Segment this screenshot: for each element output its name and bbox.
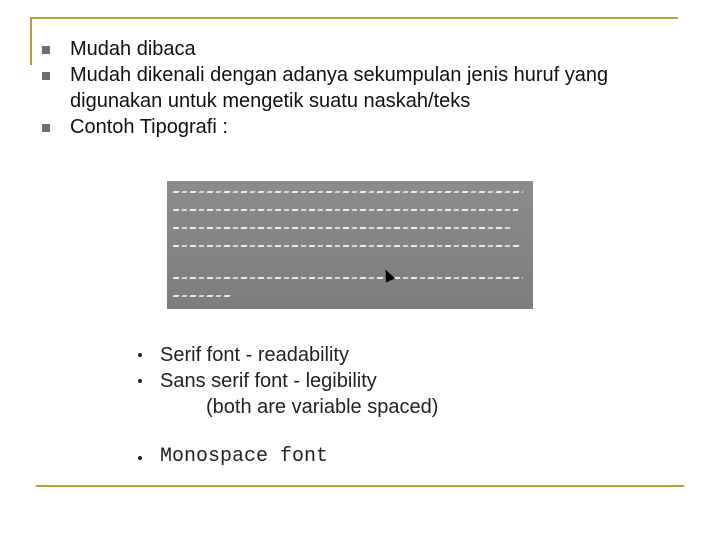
frame-top-rule (30, 17, 678, 19)
bullet-text: Mudah dibaca (70, 38, 196, 60)
script-text-line (173, 209, 519, 211)
dot-bullet-icon (138, 353, 142, 357)
bullet-item (42, 36, 682, 62)
monospace-font-example: Monospace font (160, 445, 329, 468)
square-bullet-icon (42, 72, 50, 80)
script-text-line (173, 191, 524, 193)
serif-font-example: Serif font - readability (160, 344, 349, 366)
monospace-font-example-row (134, 444, 328, 470)
script-text-line (173, 295, 234, 297)
font-example-item (134, 368, 438, 394)
bullet-item (42, 114, 682, 140)
dot-bullet-icon (138, 379, 142, 383)
script-font-example-image (167, 181, 533, 309)
frame-left-rule (30, 17, 32, 65)
dot-bullet-icon (138, 456, 142, 460)
script-text-line (173, 245, 522, 247)
script-text-line (173, 277, 524, 279)
frame-bottom-rule (36, 485, 684, 487)
variable-spaced-note: (both are variable spaced) (206, 396, 439, 418)
font-example-list (134, 342, 438, 420)
bullet-list (42, 36, 682, 140)
square-bullet-icon (42, 46, 50, 54)
square-bullet-icon (42, 124, 50, 132)
bullet-text: Mudah dikenali dengan adanya sekumpulan jenis huruf yang digunakan untuk mengetik suatu naskah/teks (70, 64, 609, 112)
sans-serif-font-example: Sans serif font - legibility (160, 370, 377, 392)
bullet-text: Contoh Tipografi : (70, 116, 228, 138)
bullet-item (42, 62, 682, 114)
font-example-item (134, 342, 438, 368)
mouse-cursor-icon (381, 267, 395, 282)
script-text-line (173, 227, 514, 229)
